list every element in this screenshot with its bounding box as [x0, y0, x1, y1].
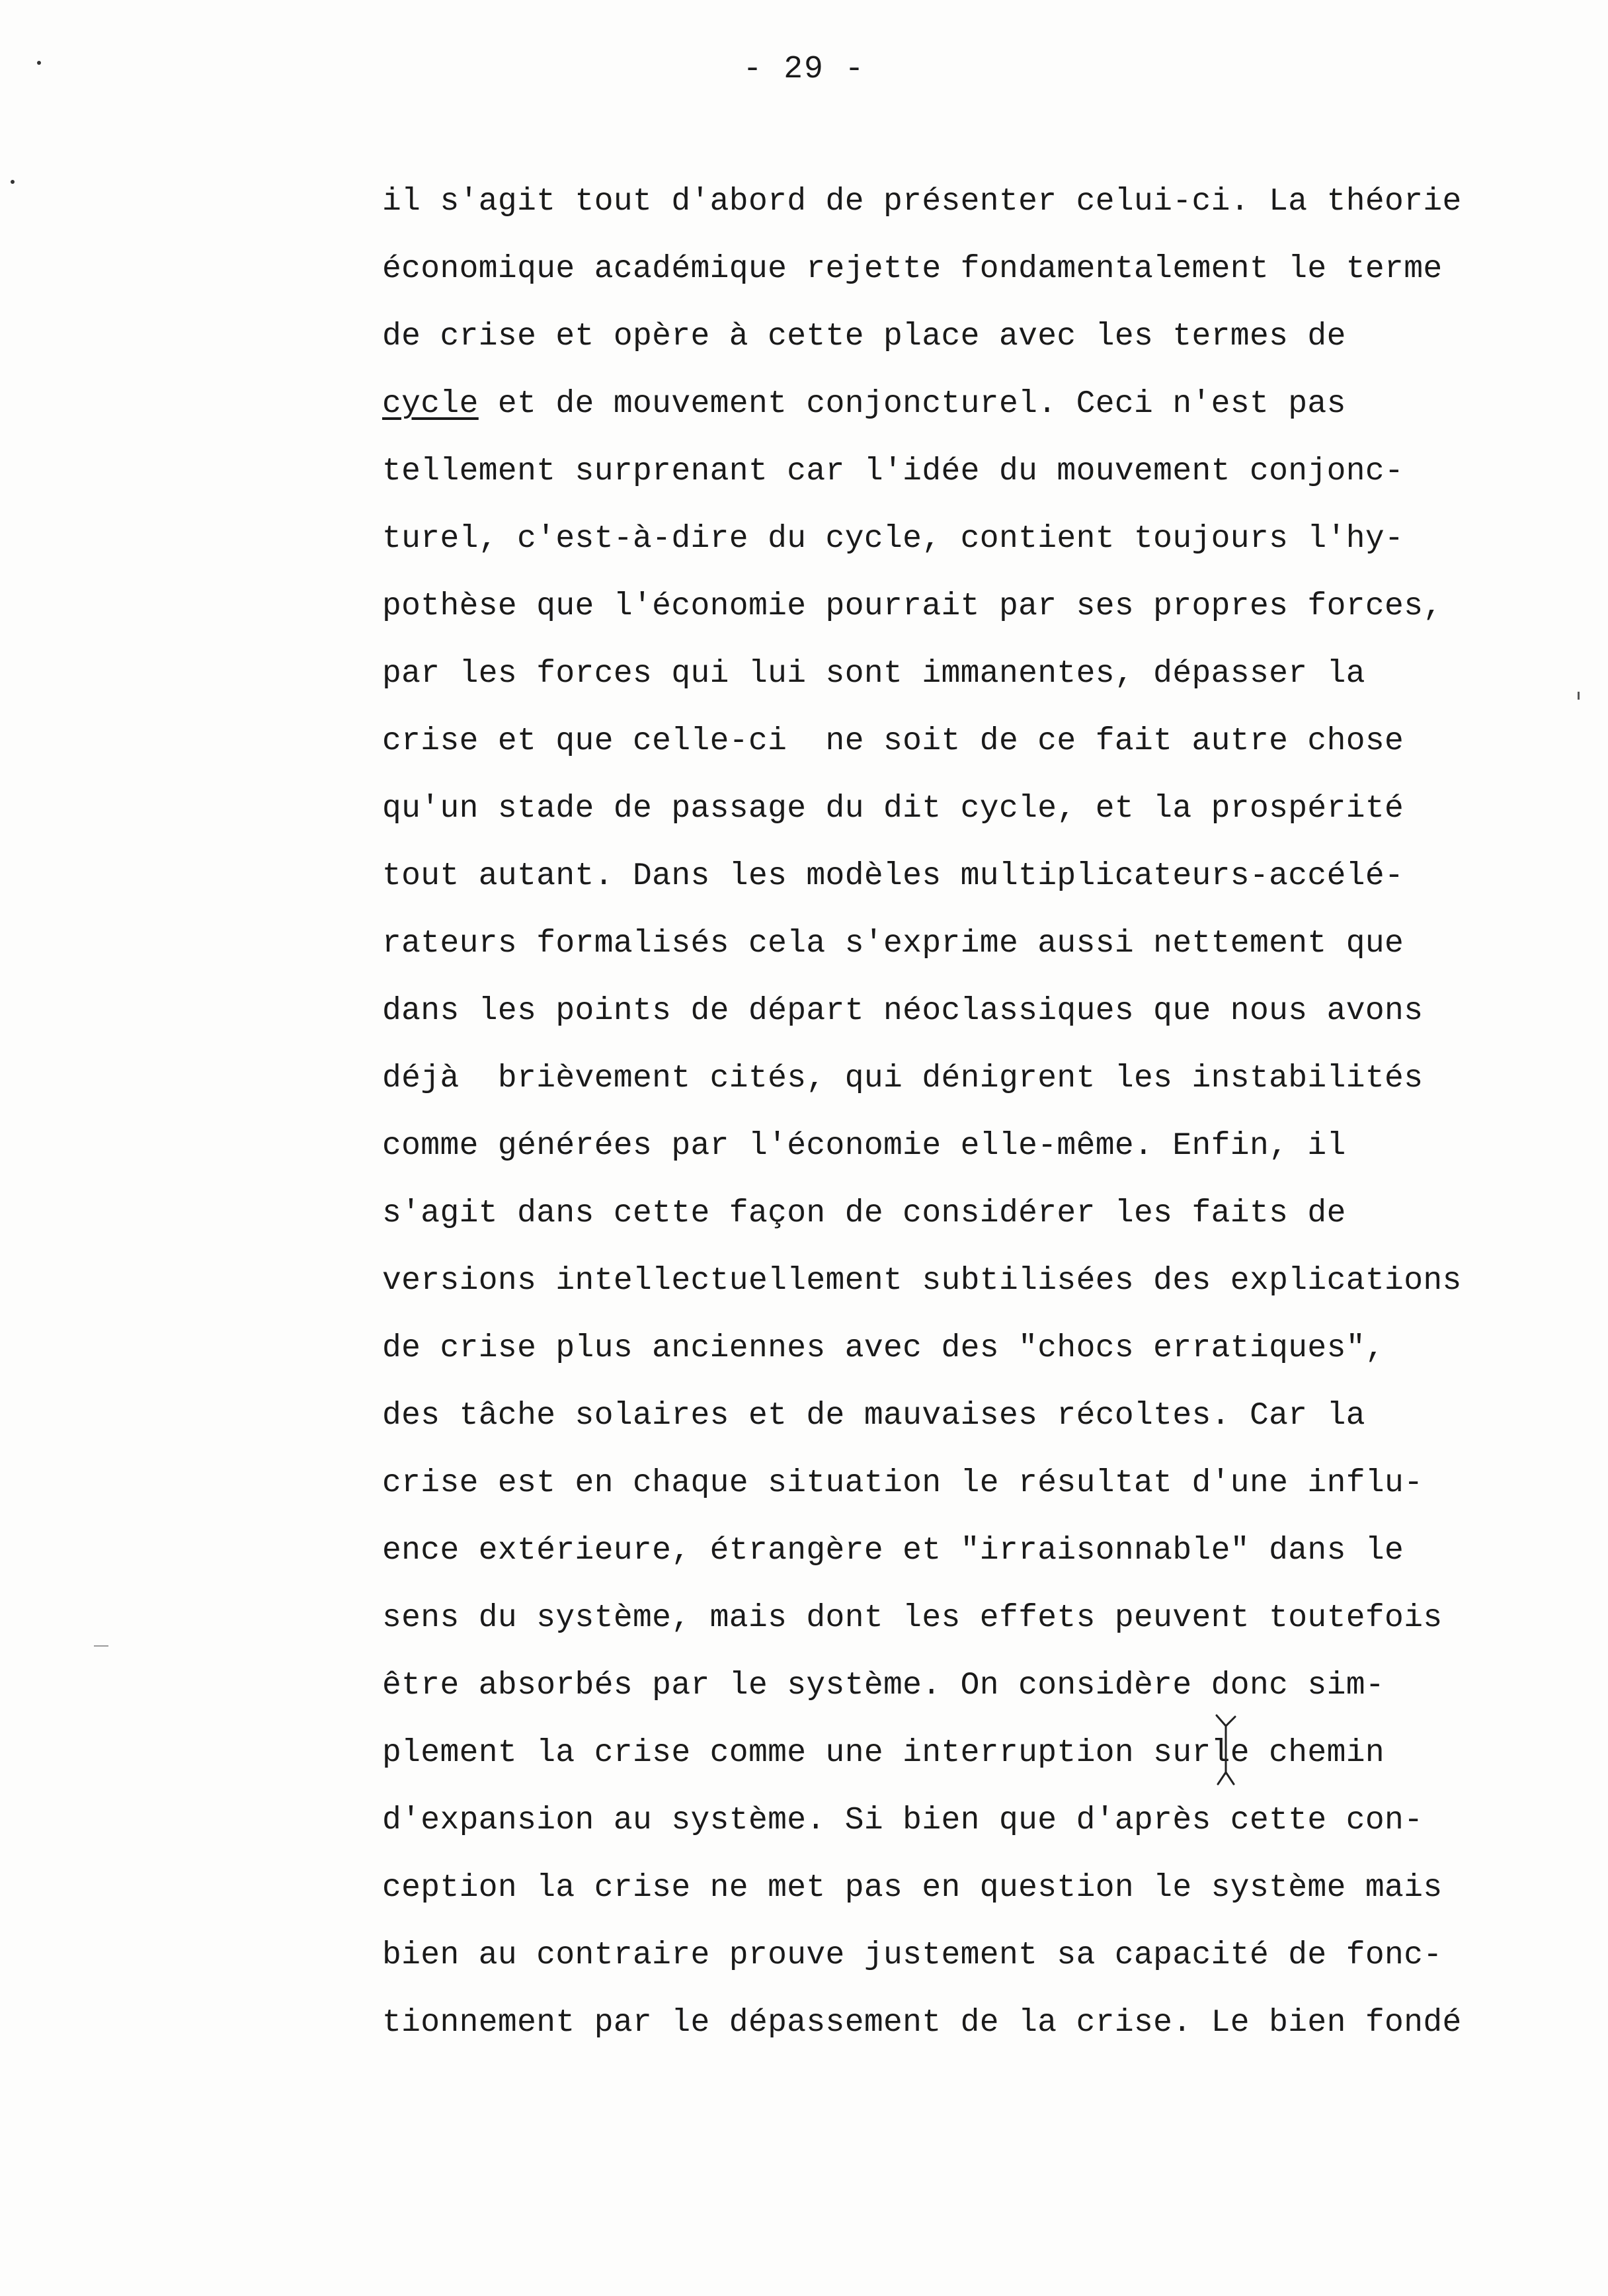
text-line: rateurs formalisés cela s'exprime aussi nettement que — [382, 926, 1404, 962]
body-text — [382, 168, 1533, 2057]
text-line: économique académique rejette fondamentalement le terme — [382, 251, 1443, 287]
scan-speck — [11, 180, 15, 184]
text-line — [382, 370, 1533, 438]
text-line: déjà brièvement cités, qui dénigrent les instabilités — [382, 1061, 1424, 1096]
text-line: des tâche solaires et de mauvaises récoltes. Car la — [382, 1398, 1365, 1434]
text-line: comme générées par l'économie elle-même. Enfin, il — [382, 1128, 1346, 1164]
text-line: ception la crise ne met pas en question le système mais — [382, 1870, 1443, 1906]
text-line: ence extérieure, étrangère et "irraisonnable" dans le — [382, 1533, 1404, 1569]
text-line: de crise plus anciennes avec des "chocs erratiques", — [382, 1331, 1385, 1366]
text-line: crise est en chaque situation le résultat d'une influ- — [382, 1465, 1424, 1501]
text-line: sens du système, mais dont les effets peuvent toutefois — [382, 1600, 1443, 1636]
text-line-rest: et de mouvement conjoncturel. Ceci n'est pas — [478, 386, 1346, 422]
text-line: pothèse que l'économie pourrait par ses propres forces, — [382, 589, 1443, 624]
text-line: s'agit dans cette façon de considérer les faits de — [382, 1196, 1346, 1231]
text-line: turel, c'est-à-dire du cycle, contient toujours l'hy- — [382, 521, 1404, 557]
text-line: d'expansion au système. Si bien que d'après cette con- — [382, 1803, 1424, 1838]
text-line: de crise et opère à cette place avec les termes de — [382, 319, 1346, 354]
text-line: tionnement par le dépassement de la crise. Le bien fondé — [382, 2005, 1462, 2041]
underlined-word: cycle — [382, 386, 479, 422]
text-line: crise et que celle-ci ne soit de ce fait autre chose — [382, 723, 1404, 759]
margin-mark — [1578, 692, 1580, 700]
text-line: tout autant. Dans les modèles multiplicateurs-accélé- — [382, 858, 1404, 894]
text-line: versions intellectuellement subtilisées des explications — [382, 1263, 1462, 1299]
text-line: plement la crise comme une interruption surle chemin — [382, 1735, 1385, 1771]
text-line: qu'un stade de passage du dit cycle, et la prospérité — [382, 791, 1404, 827]
scan-speck — [37, 61, 41, 65]
text-line: tellement surprenant car l'idée du mouvement conjonc- — [382, 454, 1404, 489]
text-line: bien au contraire prouve justement sa capacité de fonc- — [382, 1938, 1443, 1973]
text-line: dans les points de départ néoclassiques que nous avons — [382, 993, 1424, 1029]
page-number: - 29 - — [743, 52, 865, 87]
text-line: être absorbés par le système. On considère donc sim- — [382, 1668, 1385, 1703]
handwritten-correction-mark — [1203, 1713, 1250, 1785]
text-line: il s'agit tout d'abord de présenter celui-ci. La théorie — [382, 184, 1462, 220]
margin-mark — [94, 1645, 108, 1647]
text-line: par les forces qui lui sont immanentes, dépasser la — [382, 656, 1365, 692]
